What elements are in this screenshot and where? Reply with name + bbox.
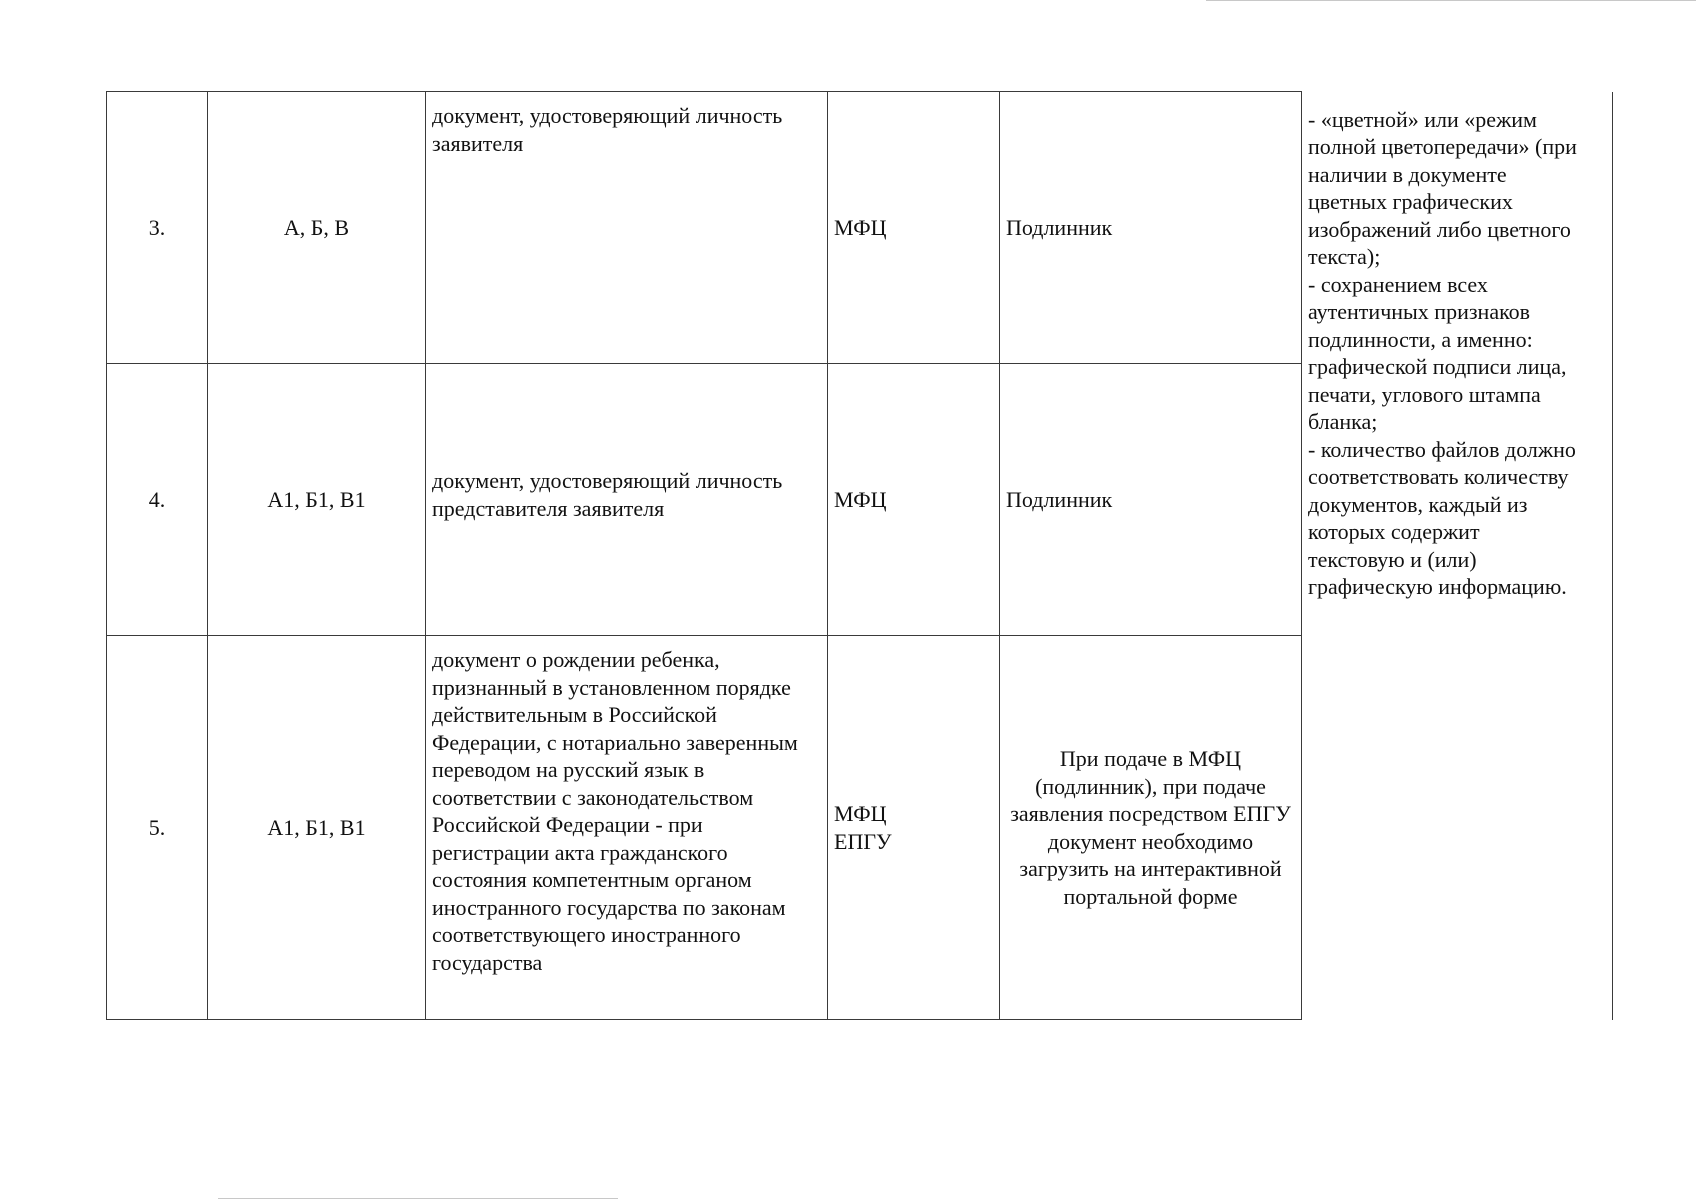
document-form: При подаче в МФЦ (подлинник), при подаче заявления посредством ЕПГУ документ необходимо загрузить на интерактивной портальной форме <box>1000 636 1302 1020</box>
requirement-line: наличии в документе <box>1308 161 1507 187</box>
requirement-line: бланка; <box>1308 409 1378 434</box>
row-number: 3. <box>107 92 208 364</box>
applicant-groups: А1, Б1, В1 <box>208 364 426 636</box>
requirement-line: - сохранением всех <box>1308 271 1488 297</box>
submission-channel <box>828 364 1000 636</box>
document-name: документ, удостоверяющий личность представителя заявителя <box>426 364 828 636</box>
channel-label: МФЦ <box>834 801 887 826</box>
file-requirements <box>1302 92 1613 1020</box>
row-number: 4. <box>107 364 208 636</box>
scan-artifact-top <box>1206 0 1696 1</box>
requirement-line: текстовую и (или) <box>1308 546 1477 572</box>
scan-artifact-bottom <box>218 1198 618 1199</box>
submission-channel <box>828 636 1000 1020</box>
applicant-groups: А1, Б1, В1 <box>208 636 426 1020</box>
channel-label: МФЦ <box>834 486 887 512</box>
requirement-line: полной цветопередачи» (при <box>1308 134 1577 159</box>
row-number: 5. <box>107 636 208 1020</box>
requirement-line: которых содержит <box>1308 519 1480 544</box>
requirement-line: - количество файлов должно <box>1308 436 1576 462</box>
requirement-line: - «цветной» или «режим <box>1308 106 1537 132</box>
document-form: Подлинник <box>1000 92 1302 364</box>
applicant-groups: А, Б, В <box>208 92 426 364</box>
documents-table <box>106 91 1613 1020</box>
channel-label: МФЦ <box>834 214 887 240</box>
requirement-line: документов, каждый из <box>1308 491 1528 517</box>
requirement-line: цветных графических <box>1308 189 1513 214</box>
submission-channel <box>828 92 1000 364</box>
requirement-line: графическую информацию. <box>1308 574 1567 599</box>
requirement-line: изображений либо цветного <box>1308 216 1571 242</box>
document-form: Подлинник <box>1000 364 1302 636</box>
table-row <box>107 92 1613 364</box>
channel-label: ЕПГУ <box>834 828 892 854</box>
document-name: документ, удостоверяющий личность заявителя <box>426 92 828 364</box>
document-name: документ о рождении ребенка, признанный в установленном порядке действительным в Российской Федерации, с нотариально заверенным переводом на русский язык в соответствии с законодательством Российской Федерации - при регистрации акта гражданского состояния компетентным органом иностранного государства по законам соответствующего иностранного государства <box>426 636 828 1020</box>
requirement-line: соответствовать количеству <box>1308 464 1569 489</box>
requirement-line: подлинности, а именно: <box>1308 326 1533 352</box>
requirement-line: текста); <box>1308 244 1381 269</box>
requirement-line: аутентичных признаков <box>1308 299 1531 324</box>
requirement-line: графической подписи лица, <box>1308 354 1567 379</box>
requirement-line: печати, углового штампа <box>1308 381 1541 407</box>
